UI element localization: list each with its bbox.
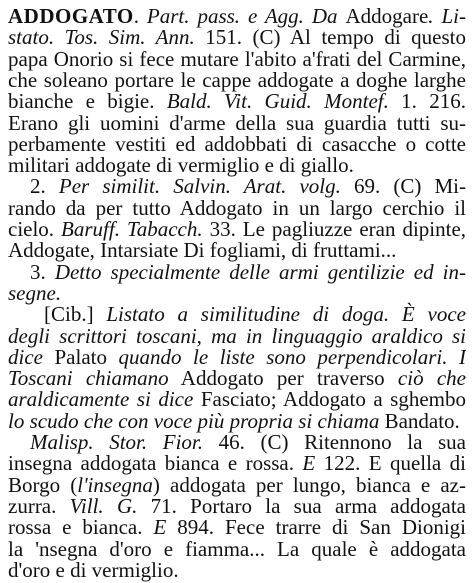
text-run: 69. (C) Mi- (340, 174, 466, 199)
text-run: Addogare (345, 4, 429, 28)
text-run: Bald. Vit. Guid. Montef. (166, 89, 389, 114)
text-run: papa Onorio si fece mutare l'abito a'frati del Carmine, (8, 46, 466, 71)
text-run: insegna addogata bianca e rossa. (8, 451, 303, 476)
text-run: perbamente vestiti ed addobbati di casacche o cotte (8, 131, 466, 156)
text-run: Addogate, Intarsiate Di fogliami, di fruttami... (8, 238, 397, 263)
text-run: cielo. (8, 217, 62, 241)
text-run: ) addogata per lungo, bianca e az- (152, 472, 466, 497)
text-run: la 'nsegna d'oro e fiamma... La quale è addogata (8, 536, 466, 561)
text-run: segne. (8, 280, 62, 305)
text-line (8, 558, 466, 583)
text-run: ciò che (397, 366, 466, 391)
text-run: lo scudo che con voce più propria si chiama (8, 408, 380, 433)
text-run: Fasciato; Addogato a sghembo (193, 387, 466, 412)
text-run: 3. (30, 259, 55, 284)
text-run: 2. (30, 174, 59, 199)
text-run: Per similit. Salvin. Arat. volg. (58, 174, 341, 199)
text-run: araldicamente si dice (8, 387, 194, 412)
text-run: E (302, 451, 316, 476)
text-run: Toscani chiamano (8, 366, 169, 391)
text-run: militari addogate di vermiglio e di giallo. (8, 153, 354, 178)
text-run: zurra. (8, 493, 70, 518)
text-run: . Li- (428, 4, 466, 28)
text-run: 46. (C) Ritennono la sua (203, 430, 466, 454)
text-run: che soleano portare le cappe addogate a doghe larghe (8, 67, 466, 92)
text-run: l'insegna (77, 472, 153, 497)
text-run: degli scrittori toscani, ma in linguaggio araldico si (8, 323, 466, 348)
text-run: rossa e bianca. (8, 515, 154, 540)
text-run: . (133, 4, 147, 28)
text-run: Baruff. Tabacch. (61, 217, 203, 241)
text-run: Borgo ( (8, 472, 78, 497)
text-run: Detto specialmente delle armi gentilizie ed in- (54, 259, 466, 284)
text-run: 122. E quella di (315, 451, 466, 476)
text-run: E (153, 515, 167, 540)
text-run: Palato (42, 344, 119, 369)
text-run: Listato a similitudine di doga. È voce (106, 302, 466, 327)
headword: ADDOGATO (8, 4, 134, 28)
text-run: Malisp. Stor. Fior. (30, 430, 204, 454)
text-run: Part. pass. e Agg. Da (146, 4, 346, 28)
text-run: Vill. G. (69, 493, 138, 518)
text-run: Bandato. (379, 408, 460, 433)
text-run: 894. Fece trarre di San Dionigi (166, 515, 466, 540)
text-run: quando le liste sono perpendicolari. I (118, 344, 466, 369)
text-run: Erano gli uomini d'arme della sua guardia tutti su- (8, 110, 466, 135)
text-run: 33. Le pagliuzze eran dipinte, (202, 217, 466, 241)
text-run: Addogato per traverso (168, 366, 398, 391)
text-run: 71. Portaro la sua arma addogata (137, 493, 466, 518)
text-run: [Cib.] (44, 302, 107, 327)
text-run: rando da per tutto Addogato in un largo cerchio il (8, 195, 466, 220)
text-run: 1. 216. (388, 89, 466, 114)
text-run: 151. (C) Al tempo di questo (194, 25, 466, 50)
text-run: stato. Tos. Sim. Ann. (8, 25, 195, 50)
text-run: dice (8, 344, 43, 369)
text-run: bianche e bigie. (8, 89, 167, 114)
text-run: d'oro e di vermiglio. (8, 557, 179, 582)
